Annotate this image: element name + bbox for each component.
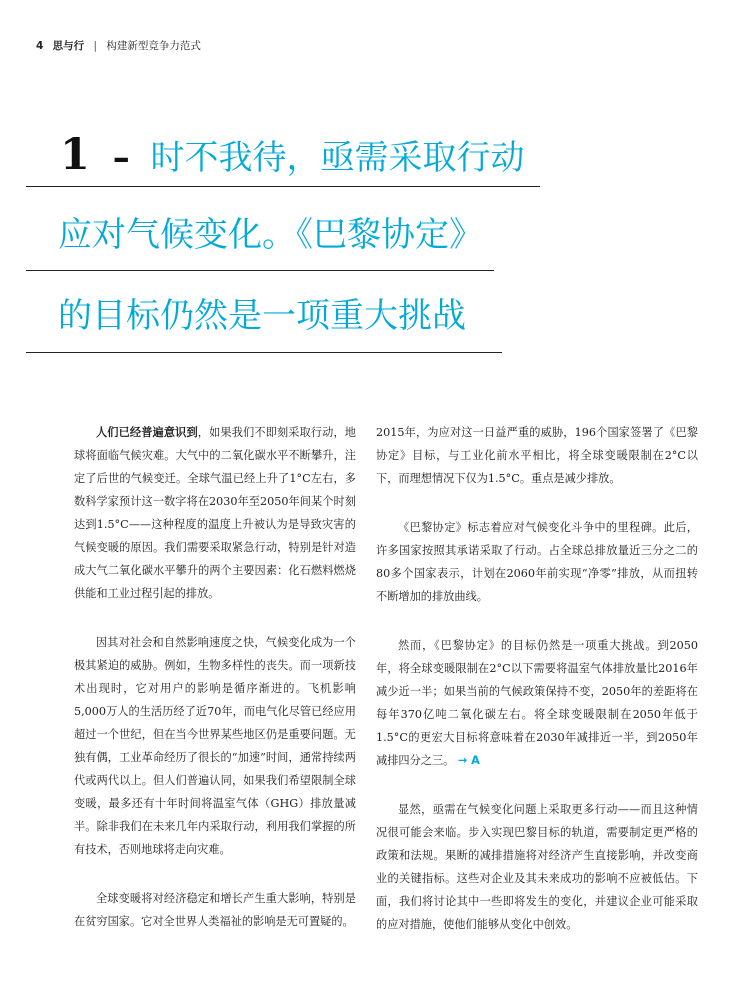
right-paragraph-4: 显然，亟需在气候变化问题上采取更多行动——而且这种情况很可能会来临。步入实现巴黎目标的轨道，需要制定更严格的政策和法规。果断的减排措施将对经济产生直接影响，并改变商业的关键指标。这些对企业及其未来成功的影响不应被低估。下面，我们将讨论其中一些即将发生的变化，并建议企业可能采取的应对措施，使他们能够从变化中创效。 [376, 803, 698, 931]
left-column [74, 421, 356, 959]
section-name: 思与行 [52, 40, 85, 52]
exhibit-a-link[interactable]: → A [457, 754, 480, 767]
right-paragraph-1: 2015年，为应对这一日益严重的威胁，196个国家签署了《巴黎协定》目标，与工业化前水平相比，将全球变暖限制在2°C以下，而理想情况下仅为1.5°C。重点是减少排放。 [376, 426, 698, 485]
right-column [376, 421, 698, 962]
title-rule-1 [26, 186, 540, 187]
title-line-3: 的目标仍然是一项重大挑战 [58, 296, 466, 336]
title-rule-2 [26, 270, 494, 271]
title-line-1 [26, 130, 525, 180]
left-paragraph-3: 全球变暖将对经济稳定和增长产生重大影响，特别是在贫穷国家。它对全世界人类福祉的影响是无可置疑的。 [74, 892, 356, 928]
header-separator: | [93, 40, 98, 52]
title-text-1: 时不我待，亟需采取行动 [150, 138, 525, 178]
title-dash: – [112, 138, 130, 178]
title-rule-3 [26, 352, 502, 353]
right-paragraph-3 [376, 634, 698, 772]
right-paragraph-2: 《巴黎协定》标志着应对气候变化斗争中的里程碑。此后，许多国家按照其承诺采取了行动。占全球总排放量近三分之二的80多个国家表示，计划在2060年前实现“净零”排放，从而扭转不断增加的排放曲线。 [376, 521, 698, 603]
lead-phrase: 人们已经普遍意识到 [96, 425, 198, 439]
chapter-number: 1 [60, 130, 90, 180]
right-paragraph-3-text: 然而，《巴黎协定》的目标仍然是一项重大挑战。到2050年，将全球变暖限制在2°C以下需要将温室气体排放量比2016年减少近一半；如果当前的气候政策保持不变，2050年的差距将在每年370亿吨二氧化碳左右。将全球变暖限制在2050年低于1.5°C的更宏大目标将意味着在2030年减排近一半，到2050年减排四分之三。 [376, 639, 698, 767]
left-paragraph-2: 因其对社会和自然影响速度之快，气候变化成为一个极其紧迫的威胁。例如，生物多样性的丧失。而一项新技术出现时，它对用户的影响是循序渐进的。飞机影响5,000万人的生活历经了近70年，而电气化尽管已经应用超过一个世纪，但在当今世界某些地区仍是重要问题。无独有偶，工业革命经历了很长的“加速”时间，通常持续两代或两代以上。但人们普遍认同，如果我们希望限制全球变暖，最多还有十年时间将温室气体（GHG）排放量减半。除非我们在未来几年内采取行动，利用我们掌握的所有技术，否则地球将走向灾难。 [74, 636, 356, 856]
title-line-2: 应对气候变化。《巴黎协定》 [58, 215, 483, 255]
header-subtitle: 构建新型竞争力范式 [106, 40, 201, 52]
left-paragraph-1-text: ，如果我们不即刻采取行动，地球将面临气候灾难。大气中的二氧化碳水平不断攀升，注定了后世的气候变迁。全球气温已经上升了1°C左右，多数科学家预计这一数字将在2030年至2050年间某个时刻达到1.5°C——这种程度的温度上升被认为是导致灾害的气候变暖的原因。我们需要采取紧急行动，特别是针对造成大气二氧化碳水平攀升的两个主要因素：化石燃料燃烧供能和工业过程引起的排放。 [74, 426, 356, 600]
left-paragraph-1 [74, 421, 356, 605]
running-header [36, 38, 201, 53]
page-number: 4 [36, 40, 44, 52]
